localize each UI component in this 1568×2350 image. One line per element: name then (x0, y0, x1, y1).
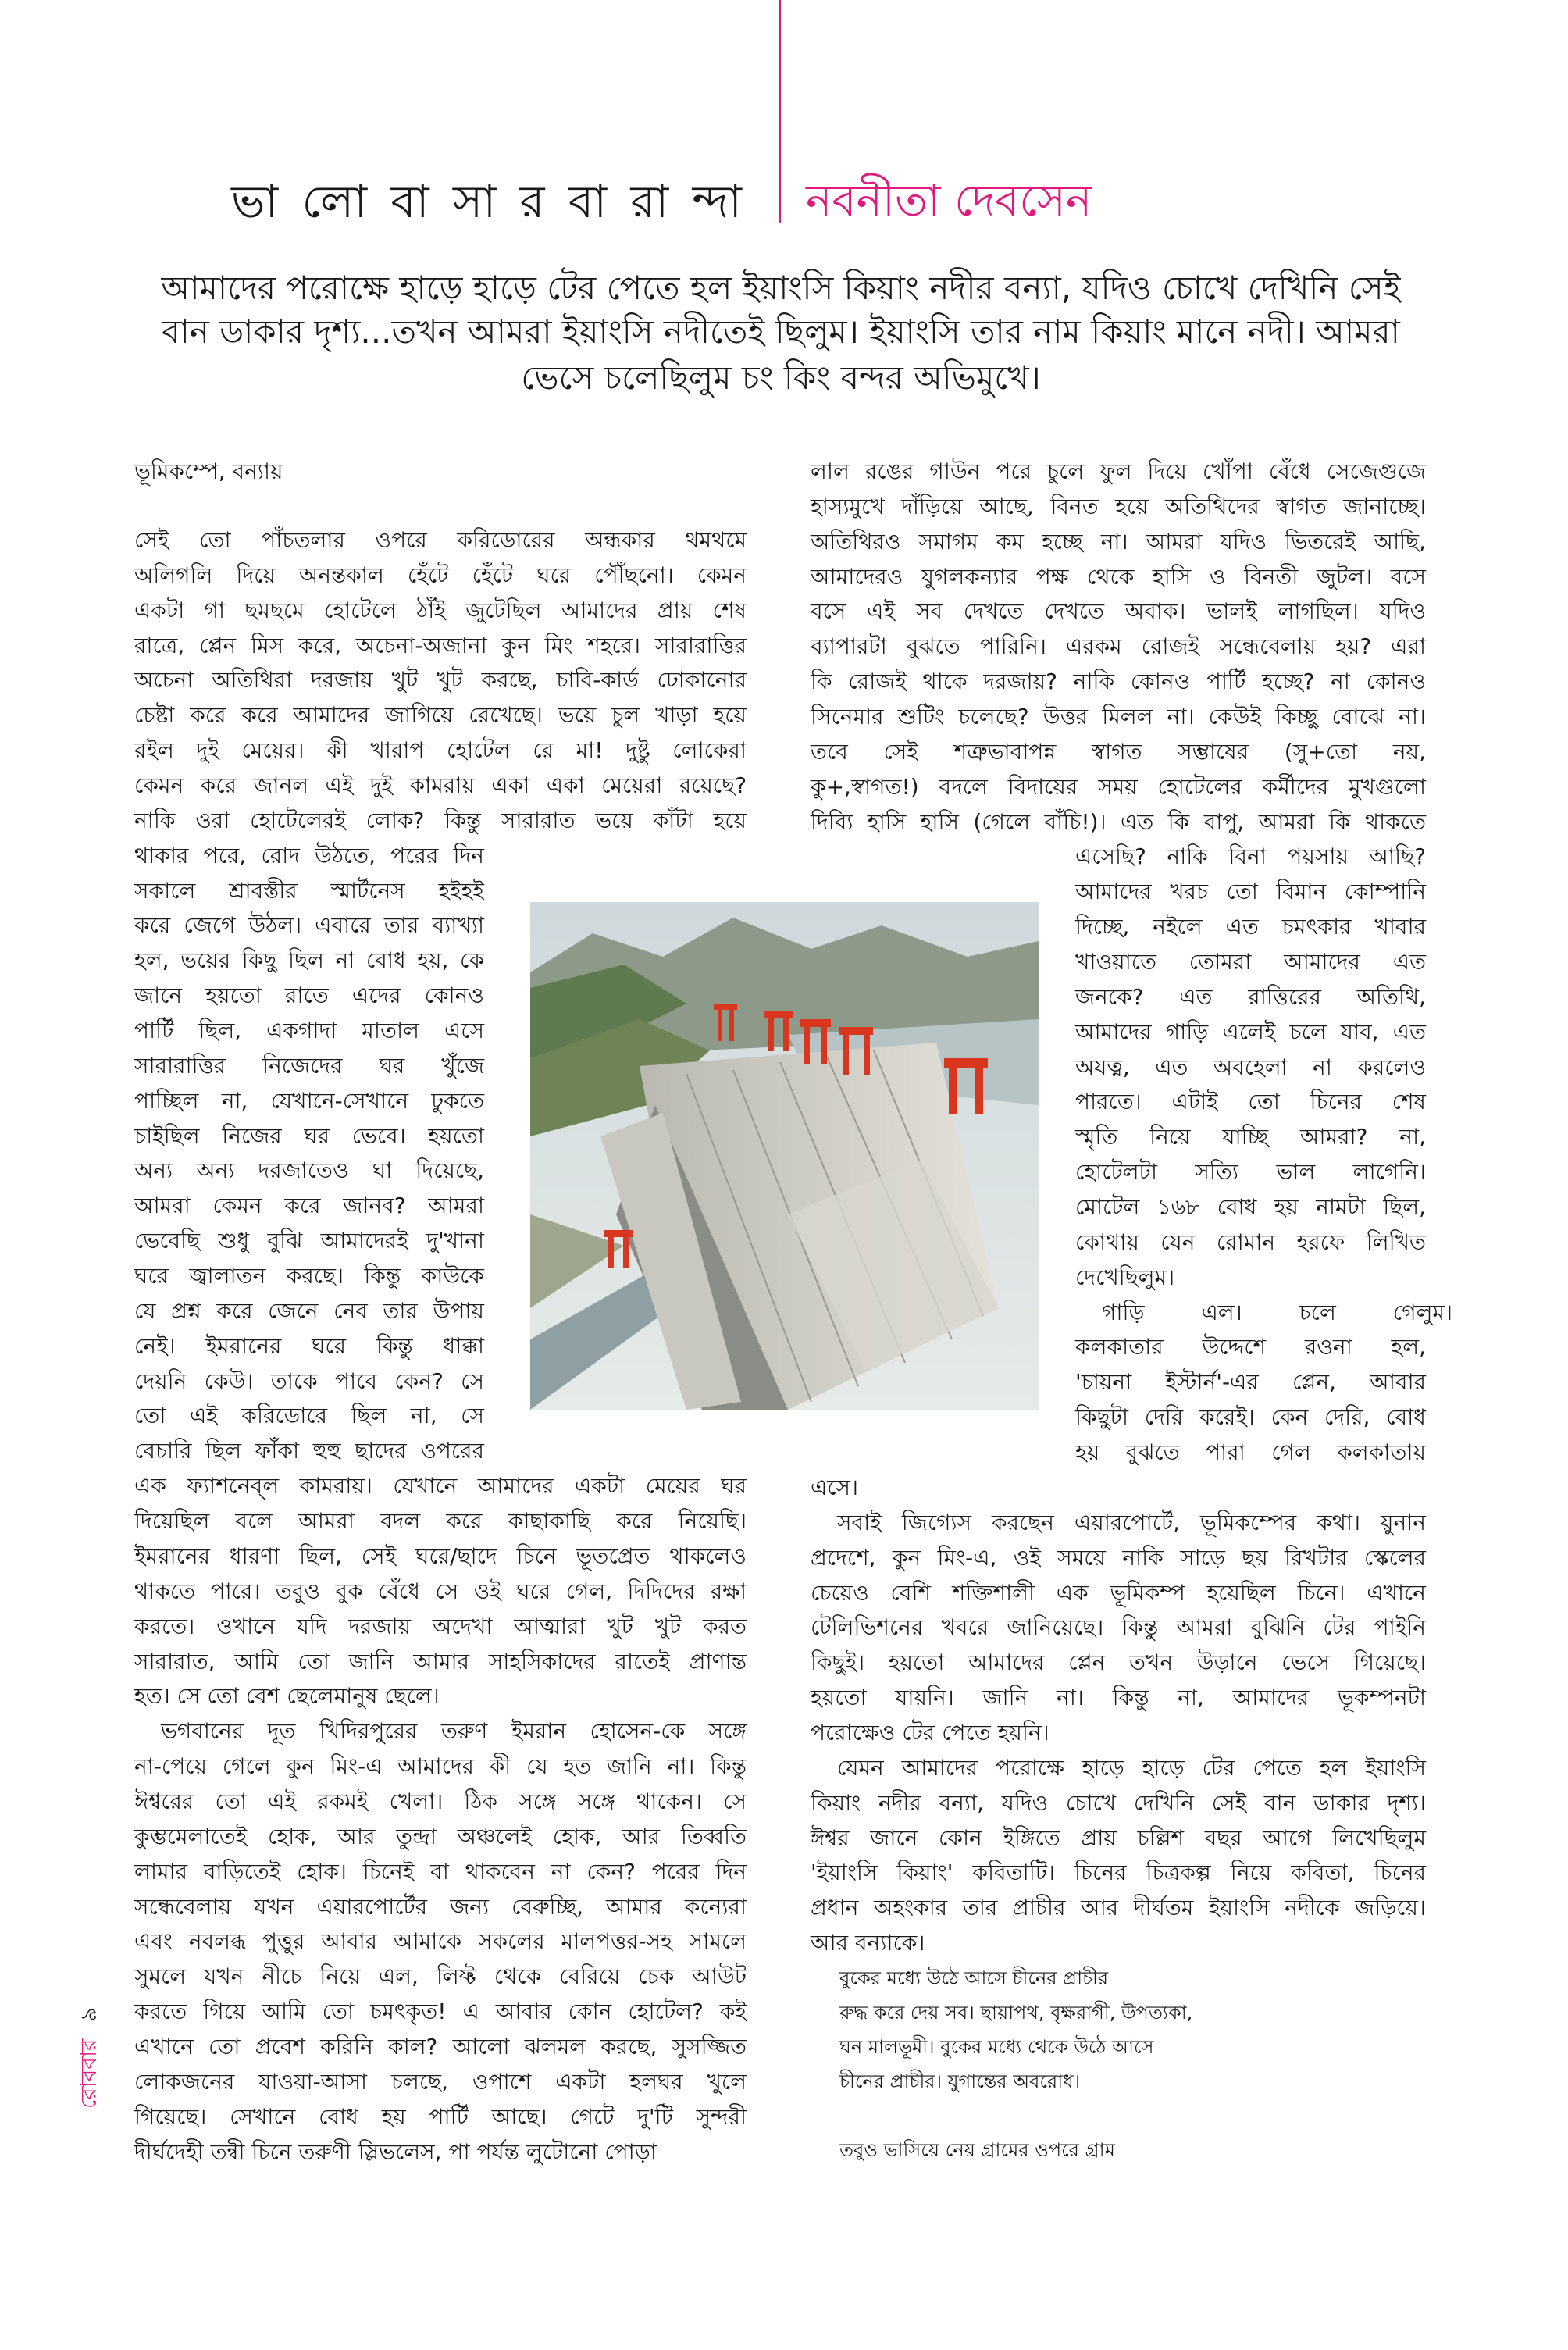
article-line: সকালে শ্রাবস্তীর স্মার্টনেস হইহই (134, 877, 484, 904)
article-line: করতে। ওখানে যদি দরজায় অদেখা আত্মারা খুট খুট করত (134, 1613, 747, 1639)
article-line: কি রোজই থাকে দরজায়? নাকি কোনও পার্টি হচ্ছে? না কোনও (811, 669, 1426, 695)
article-line: চেষ্টা করে করে আমাদের জাগিয়ে রেখেছে। ভয়ে চুল খাড়া হয়ে (134, 702, 747, 729)
article-line: জানে হয়তো রাতে এদের কোনও (134, 982, 484, 1009)
article-line: কু+,স্বাগত!) বদলে বিদায়ের সময় হোটেলের কর্মীদের মুখগুলো (811, 773, 1426, 800)
article-line: অতিথিরও সমাগম কম হচ্ছে না। আমরা যদিও ভিতরেই আছি, (811, 528, 1426, 555)
author-name: নবনীতা দেবসেন (806, 176, 1092, 226)
article-line: দেয়নি কেউ। তাকে পাবে কেন? সে (134, 1368, 484, 1394)
article-line: অচেনা অতিথিরা দরজায় খুট খুট করছে, চাবি-কার্ড ঢোকানোর (134, 667, 747, 694)
article-line: বসে এই সব দেখতে দেখতে অবাক। ভালই লাগছিল। যদিও (811, 598, 1426, 625)
article-line: এসে। (811, 1474, 859, 1500)
article-line: ঈশ্বর জানে কোন ইঙ্গিতে প্রায় চল্লিশ বছর আগে লিখেছিলুম (811, 1824, 1426, 1851)
article-line: নাকি ওরা হোটেলেরই লোক? কিন্তু সারারাত ভয়ে কাঁটা হয়ে (134, 807, 747, 833)
article-line: এক ফ্যাশনেব্‌ল কামরায়। যেখানে আমাদের একটা মেয়ের ঘর (134, 1473, 747, 1500)
article-line: টেলিভিশনের খবরে জানিয়েছে। কিন্তু আমরা বুঝিনি টের পাইনি (811, 1614, 1426, 1641)
article-line: গিয়েছে। সেখানে বোধ হয় পার্টি আছে। গেটে দু'টি সুন্দরী (134, 2103, 747, 2130)
article-line: খাওয়াতে তোমরা আমাদের এত (1075, 949, 1426, 975)
article-line: দেখেছিলুম। (1075, 1264, 1175, 1290)
article-line: দিব্যি হাসি হাসি (গেলে বাঁচি!)। এত কি বাপু, আমরা কি থাকতে (811, 808, 1426, 835)
article-line: প্রধান অহংকার তার প্রাচীর আর দীর্ঘতম ইয়াংসি নদীকে জড়িয়ে। (811, 1895, 1426, 1921)
article-line: ঈশ্বরের তো এই রকমই খেলা। ঠিক সঙ্গে সঙ্গে থাকেন। সে (134, 1788, 747, 1814)
article-line: সিনেমার শুটিং চলেছে? উত্তর মিলল না। কেউই কিচ্ছু বোঝে না। (811, 704, 1426, 730)
article-line: ইমরানের ধারণা ছিল, সেই ঘরে/ছাদে চিনে ভূতপ্রেত থাকলেও (134, 1542, 747, 1569)
article-line: পার্টি ছিল, একগাদা মাতাল এসে (134, 1018, 484, 1044)
article-line: ঘরে জ্বালাতন করছে। কিন্তু কাউকে (134, 1263, 484, 1289)
section-subheading: ভূমিকম্পে, বন্যায় (134, 458, 283, 484)
article-line: থাকার পরে, রোদ উঠতে, পরের দিন (134, 842, 484, 868)
article-line: বেচারি ছিল ফাঁকা হুহু ছাদের ওপরের (134, 1438, 484, 1464)
article-line: জনকে? এত রাত্তিরের অতিথি, (1075, 983, 1426, 1010)
article-line: সারারাত্তির নিজেদের ঘর খুঁজে (134, 1052, 484, 1079)
article-line: না-পেয়ে গেলে কুন মিং-এ আমাদের কী যে হত জানি না। কিন্তু (134, 1753, 747, 1780)
article-line: আর বন্যাকে। (811, 1930, 925, 1956)
article-line: হাস্যমুখে দাঁড়িয়ে আছে, বিনত হয়ে অতিথিদের স্বাগত জানাচ্ছে। (811, 493, 1426, 519)
poem-line (839, 2099, 1192, 2133)
article-line: পরোক্ষেও টের পেতে হয়নি। (811, 1719, 1049, 1746)
article-line: নেই। ইমরানের ঘরে কিন্তু ধাক্কা (134, 1332, 484, 1359)
deck-line: ভেসে চলেছিলুম চং কিং বন্দর অভিমুখে। (521, 358, 1041, 397)
article-line: পাচ্ছিল না, যেখানে-সেখানে ঢুকতে (134, 1087, 484, 1114)
article-line: যে প্রশ্ন করে জেনে নেব তার উপায় (134, 1297, 484, 1324)
article-line: প্রদেশে, কুন মিং-এ, ওই সময়ে নাকি সাড়ে ছয় রিখটার স্কেলের (811, 1544, 1426, 1571)
article-line: হোটেলটা সত্যি ভাল লাগেনি। (1075, 1159, 1426, 1186)
poem-line: তবুও ভাসিয়ে নেয় গ্রামের ওপরে গ্রাম (839, 2139, 1115, 2161)
article-line: চেয়েও বেশি শক্তিশালী এক ভূমিকম্প হয়েছিল চিনে। এখানে (811, 1579, 1426, 1606)
article-line: রাত্রে, প্লেন মিস করে, অচেনা-অজানা কুন মিং শহরে। সারারাত্তির (134, 632, 747, 658)
article-line: কিয়াং নদীর বন্যা, যদিও চোখে দেখিনি সেই বান ডাকার দৃশ্য। (811, 1789, 1426, 1816)
article-line: যেমন আমাদের পরোক্ষে হাড়ে হাড়ে টের পেতে হল ইয়াংসি (837, 1754, 1426, 1781)
article-line: কুম্ভমেলাতেই হোক, আর তুন্দ্রা অঞ্চলেই হোক, আর তিব্বতি (134, 1823, 747, 1849)
three-gorges-dam-photo (530, 902, 1039, 1410)
article-line: সেই তো পাঁচতলার ওপরে করিডোরের অন্ধকার থমথমে (134, 527, 747, 553)
page-number: ৯ (76, 2007, 102, 2022)
article-line: লোকজনের যাওয়া-আসা চলছে, ওপাশে একটা হলঘর খুলে (134, 2068, 747, 2095)
article-line: সারারাত, আমি তো জানি আমার সাহসিকাদের রাতেই প্রাণান্ত (134, 1648, 747, 1674)
article-line: দীর্ঘদেহী তন্বী চিনে তরুণী স্লিভলেস, পা পর্যন্ত লুটোনো পোড়া (134, 2138, 657, 2165)
article-line: কোথায় যেন রোমান হরফে লিখিত (1075, 1228, 1426, 1255)
article-line: পারতে। এটাই তো চিনের শেষ (1075, 1089, 1426, 1115)
article-line: তবে সেই শত্রুভাবাপন্ন স্বাগত সম্ভাষের (সু+তো নয়, (811, 738, 1426, 765)
poem-line: ঘন মালভূমী। বুকের মধ্যে থেকে উঠে আসে (839, 2036, 1154, 2058)
article-line: হয় বুঝতে পারা গেল কলকাতায় (1075, 1439, 1426, 1466)
article-line: করে জেগে উঠল। এবারে তার ব্যাখ্যা (134, 912, 484, 939)
article-line: স্মৃতি নিয়ে যাচ্ছি আমরা? না, (1075, 1124, 1426, 1150)
article-line: 'ইয়াংসি কিয়াং' কবিতাটি। চিনের চিত্রকল্প নিয়ে কবিতা, চিনের (811, 1860, 1426, 1886)
article-line: দিয়েছিল বলে আমরা বদল করে কাছাকাছি করে নিয়েছি। (134, 1508, 747, 1535)
article-line: অযত্ন, এত অবহেলা না করলেও (1075, 1054, 1426, 1080)
deck-line: বান ডাকার দৃশ্য...তখন আমরা ইয়াংসি নদীতেই ছিলুম। ইয়াংসি তার নাম কিয়াং মানে নদী। আমরা (162, 312, 1400, 351)
article-line: ভগবানের দূত খিদিরপুরের তরুণ ইমরান হোসেন-কে সঙ্গে (161, 1718, 747, 1745)
article-line: কিছুই। হয়তো আমাদের প্লেন তখন উড়ানে ভেসে গিয়েছে। (811, 1649, 1426, 1676)
article-line: 'চায়না ইস্টার্ন'-এর প্লেন, আবার (1075, 1369, 1426, 1396)
article-line: আমাদের গাড়ি এলেই চলে যাব, এত (1075, 1018, 1426, 1045)
article-line: গাড়ি এল। চলে গেলুম। (1102, 1299, 1452, 1325)
article-line: করতে গিয়ে আমি তো চমৎকৃত! এ আবার কোন হোটেল? কই (134, 1999, 747, 2025)
header-divider-line (779, 0, 781, 223)
article-line: হল, ভয়ের কিছু ছিল না বোধ হয়, কে (134, 947, 484, 974)
article-line: হয়তো যায়নি। জানি না। কিন্তু না, আমাদের ভূকম্পনটা (811, 1685, 1426, 1711)
article-line: ব্যাপারটা বুঝতে পারিনি। এরকম রোজই সন্ধেবেলায় হয়? এরা (811, 633, 1426, 660)
article-line: সুমলে যখন নীচে নিয়ে এল, লিফ্ট থেকে বেরিয়ে চেক আউট (134, 1963, 747, 1990)
article-line: এসেছি? নাকি বিনা পয়সায় আছি? (1075, 843, 1426, 870)
article-line: থাকতে পারে। তবুও বুক বেঁধে সে ওই ঘরে গেল, দিদিদের রক্ষা (134, 1578, 747, 1604)
article-line: কেমন করে জানল এই দুই কামরায় একা একা মেয়েরা রয়েছে? (134, 772, 747, 799)
article-line: তো এই করিডোরে ছিল না, সে (134, 1403, 484, 1429)
article-line: লামার বাড়িতেই হোক। চিনেই বা থাকবেন না কেন? পরের দিন (134, 1858, 747, 1885)
article-line: অলিগলি দিয়ে অনন্তকাল হেঁটে হেঁটে ঘরে পৌঁছনো। কেমন (134, 562, 747, 588)
article-line: কলকাতার উদ্দেশে রওনা হল, (1075, 1334, 1426, 1360)
article-line: ভেবেছি শুধু বুঝি আমাদেরই দু'খানা (134, 1228, 484, 1254)
article-line: হত। সে তো বেশ ছেলেমানুষ ছেলে। (134, 1683, 440, 1710)
article-line: আমাদের খরচ তো বিমান কোম্পানি (1075, 879, 1426, 905)
article-line: কিছুটা দেরি করেই। কেন দেরি, বোধ (1075, 1404, 1426, 1431)
deck-line: আমাদের পরোক্ষে হাড়ে হাড়ে টের পেতে হল ইয়াংসি কিয়াং নদীর বন্যা, যদিও চোখে দেখিনি সেই (161, 269, 1401, 307)
poem-line: চীনের প্রাচীর। যুগান্তের অবরোধ। (839, 2070, 1081, 2092)
article-line: আমাদেরও যুগলকন্যার পক্ষ থেকে হাসি ও বিনতী জুটল। বসে (811, 563, 1426, 590)
article-line: মোটেল ১৬৮ বোধ হয় নামটা ছিল, (1075, 1194, 1426, 1221)
article-line: এবং নবলব্ধ পুত্তুর আবার আমাকে সকলের মালপত্তর-সহ সামলে (134, 1928, 747, 1955)
article-line: সবাই জিগ্যেস করছেন এয়ারপোর্টে, ভূমিকম্পের কথা। য়ুনান (837, 1509, 1426, 1535)
poem-line: রুদ্ধ করে দেয় সব। ছায়াপথ, বৃক্ষরাগী, উপত্যকা, (839, 2002, 1193, 2024)
magazine-name: রোববার (76, 2038, 102, 2109)
article-line: অন্য অন্য দরজাতেও ঘা দিয়েছে, (134, 1157, 484, 1184)
article-line: দিচ্ছে, নইলে এত চমৎকার খাবার (1075, 914, 1426, 940)
article-line: চাইছিল নিজের ঘর ভেবে। হয়তো (134, 1122, 484, 1149)
article-line: একটা গা ছমছমে হোটেলে ঠাঁই জুটেছিল আমাদের প্রায় শেষ (134, 597, 747, 623)
poem-excerpt (839, 1961, 1192, 2167)
poem-line: বুকের মধ্যে উঠে আসে চীনের প্রাচীর (839, 1967, 1109, 1989)
page-folio (72, 2007, 109, 2109)
article-line: এখানে তো প্রবেশ করিনি কাল? আলো ঝলমল করছে, সুসজ্জিত (134, 2033, 747, 2059)
article-line: লাল রঙের গাউন পরে চুলে ফুল দিয়ে খোঁপা বেঁধে সেজেগুজে (811, 458, 1426, 484)
article-line: রইল দুই মেয়ের। কী খারাপ হোটেল রে মা! দুষ্টু লোকেরা (134, 737, 747, 764)
column-title: ভা লো বা সা র বা রা ন্দা (231, 175, 747, 228)
article-line: সন্ধেবেলায় যখন এয়ারপোর্টের জন্য বেরুচ্ছি, আমার কন্যেরা (134, 1893, 747, 1920)
article-line: আমরা কেমন করে জানব? আমরা (134, 1193, 484, 1219)
